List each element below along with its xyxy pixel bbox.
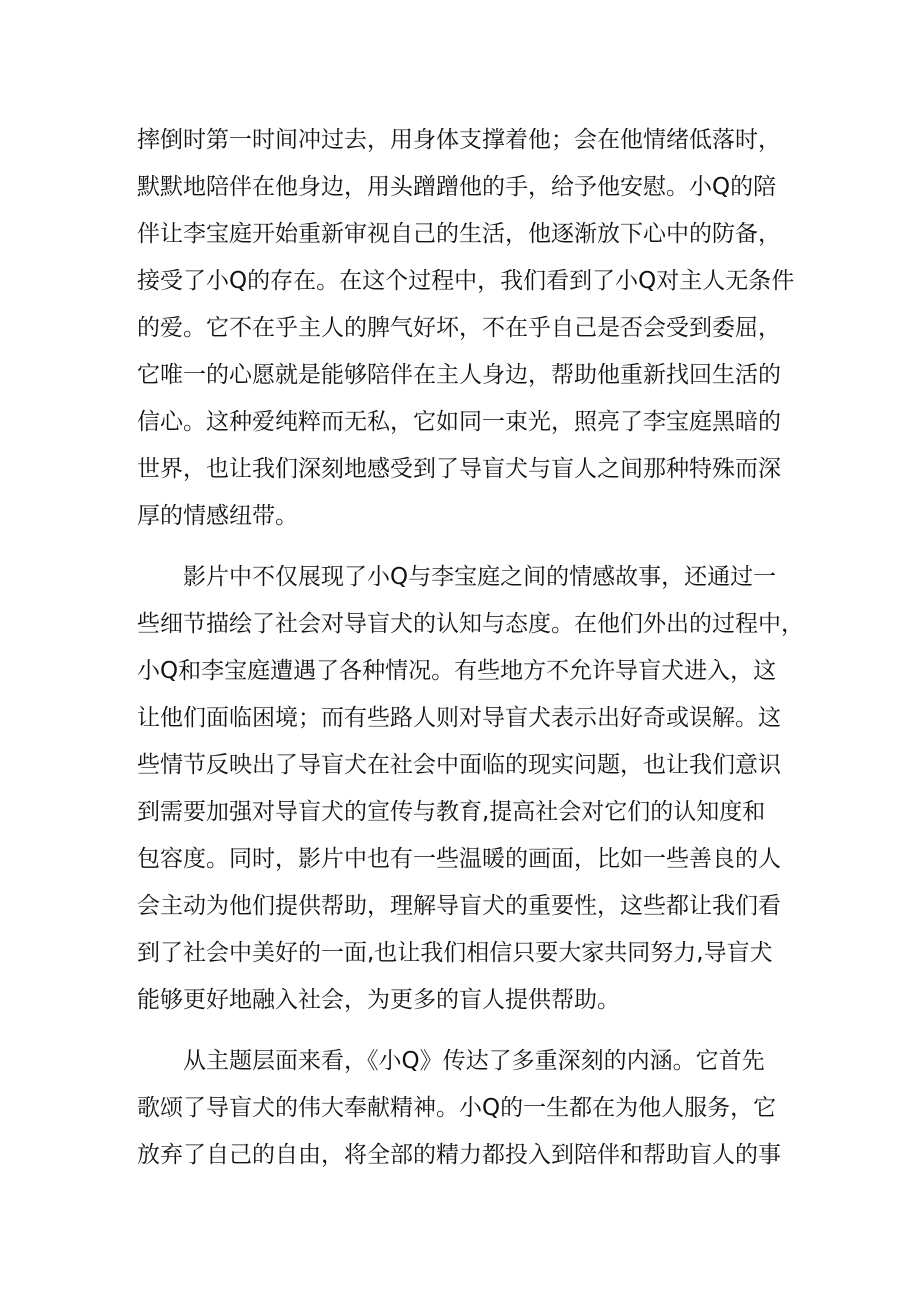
text-line: 到了社会中美好的一面,也让我们相信只要大家共同努力,导盲犬 [137, 940, 773, 966]
text-line: 伴让李宝庭开始重新审视自己的生活，他逐渐放下心中的防备， [137, 221, 781, 247]
text-line: 包容度。同时，影片中也有一些温暖的画面，比如一些善良的人 [137, 846, 781, 872]
text-line: 从主题层面来看，《小Q》传达了多重深刻的内涵。它首先 [183, 1048, 765, 1074]
text-line: 让他们面临困境；而有些路人则对导盲犬表示出好奇或误解。这 [137, 705, 781, 731]
text-line: 会主动为他们提供帮助，理解导盲犬的重要性，这些都让我们看 [137, 893, 781, 919]
text-line: 厚的情感纽带。 [137, 503, 298, 529]
text-line: 它唯一的心愿就是能够陪伴在主人身边，帮助他重新找回生活的 [137, 362, 781, 388]
paragraph-3 [137, 1038, 797, 1179]
text-line: 信心。这种爱纯粹而无私，它如同一束光，照亮了李宝庭黑暗的 [137, 409, 781, 435]
text-line: 小Q和李宝庭遭遇了各种情况。有些地方不允许导盲犬进入，这 [137, 658, 777, 684]
text-line: 放弃了自己的自由，将全部的精力都投入到陪伴和帮助盲人的事 [137, 1142, 781, 1168]
paragraph-1 [137, 117, 797, 540]
text-line: 歌颂了导盲犬的伟大奉献精神。小Q的一生都在为他人服务，它 [137, 1095, 777, 1121]
text-line: 些情节反映出了导盲犬在社会中面临的现实问题，也让我们意识 [137, 752, 781, 778]
text-line: 的爱。它不在乎主人的脾气好坏，不在乎自己是否会受到委屈， [137, 315, 781, 341]
paragraph-2 [137, 554, 804, 1024]
text-line: 摔倒时第一时间冲过去，用身体支撑着他；会在他情绪低落时， [137, 127, 781, 153]
text-line: 接受了小Q的存在。在这个过程中，我们看到了小Q对主人无条件 [137, 268, 795, 294]
text-line: 默默地陪伴在他身边，用头蹭蹭他的手，给予他安慰。小Q的陪 [137, 174, 777, 200]
text-line: 些细节描绘了社会对导盲犬的认知与态度。在他们外出的过程中， [137, 611, 804, 637]
document-body [137, 117, 804, 1179]
text-line: 能够更好地融入社会，为更多的盲人提供帮助。 [137, 987, 620, 1013]
text-line: 到需要加强对导盲犬的宣传与教育,提高社会对它们的认知度和 [137, 799, 766, 825]
text-line: 世界，也让我们深刻地感受到了导盲犬与盲人之间那种特殊而深 [137, 456, 781, 482]
text-line: 影片中不仅展现了小Q与李宝庭之间的情感故事，还通过一 [183, 564, 777, 590]
